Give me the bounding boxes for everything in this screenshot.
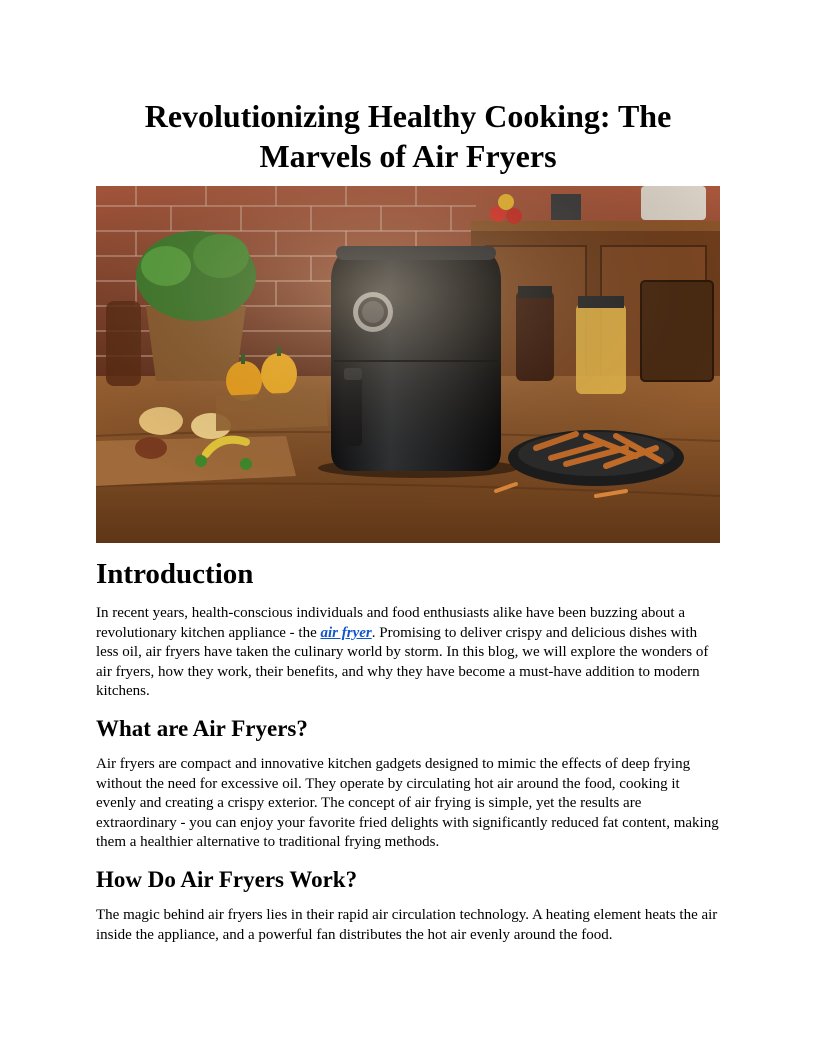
introduction-heading: Introduction [96,558,254,590]
introduction-text-start: In recent years, health-conscious individuals and food enthusiasts alike have been buzzing about a revolutionary kitchen appliance - the [96,605,685,641]
what-are-heading: What are Air Fryers? [96,716,308,741]
how-work-heading: How Do Air Fryers Work? [96,867,358,892]
hero-image [96,186,720,543]
what-are-paragraph: Air fryers are compact and innovative kitchen gadgets designed to mimic the effects of deep frying without the need for excessive oil. They operate by circulating hot air around the food, cooking it evenly and creating a crispy exterior. The concept of air frying is simple, yet the results are extraordinary - you can enjoy your favorite fried delights with significantly reduced fat content, making them a healthier alternative to traditional frying methods. [96,756,719,851]
introduction-text-end: . Promising to deliver crispy and delicious dishes with less oil, air fryers have taken the culinary world by storm. In this blog, we will explore the wonders of air fryers, how they work, their benefits, and why they have become a must-have addition to modern kitchens. [96,624,709,700]
air-fryer-link[interactable]: air fryer [320,624,372,641]
how-work-paragraph: The magic behind air fryers lies in their rapid air circulation technology. A heating element heats the air inside the appliance, and a powerful fan distributes the hot air evenly around the food. [96,907,718,943]
page-title: Revolutionizing Healthy Cooking: The Marvels of Air Fryers [144,98,672,174]
introduction-paragraph [96,604,720,702]
air-fryer-illustration [96,186,720,543]
